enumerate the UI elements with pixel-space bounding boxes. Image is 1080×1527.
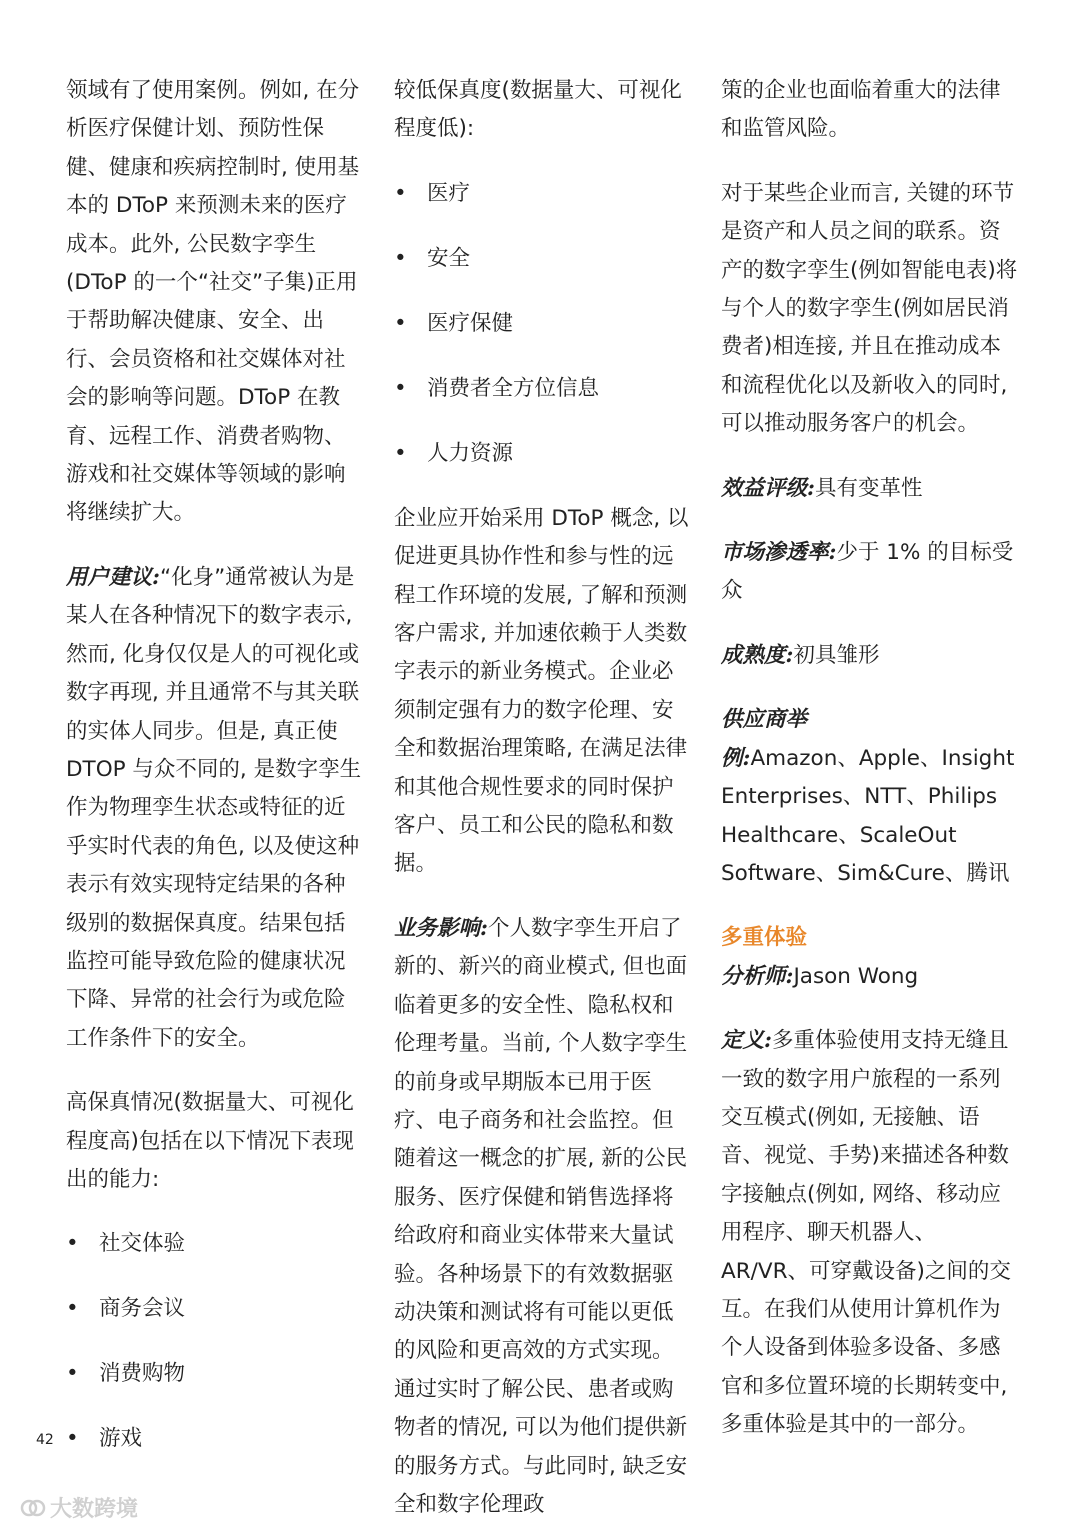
- column-middle: [394, 72, 690, 1524]
- list-item: • 医疗: [394, 175, 690, 213]
- user-advice-text: “化身”通常被认为是某人在各种情况下的数字表示, 然而, 化身仅仅是人的可视化或数字再现, 并且通常不与其关联的实体人同步。但是, 真正使 DTOP 与众不同的, 是数字孪生作为物理孪生状态或特征的近乎实时代表的角色, 以及使这种表示有效实现特定结果的各种级别的数据保真度。结果包括监控可能导致危险的健康状况下降、异常的社会行为或危险工作条件下的安全。: [66, 564, 362, 1051]
- paragraph-user-advice: [66, 559, 362, 1058]
- list-item: • 安全: [394, 240, 690, 278]
- paragraph-low-fidelity: 较低保真度(数据量大、可视化程度低):: [394, 78, 682, 142]
- vendors-heading: [721, 701, 1019, 739]
- watermark-text: 大数跨境: [50, 1497, 139, 1522]
- benefit-rating-value: 具有变革性: [814, 475, 923, 501]
- user-advice-label: 用户建议:: [66, 564, 160, 590]
- vendors-label-line1: 供应商举: [721, 707, 808, 733]
- vendors-value: Amazon、Apple、Insight Enterprises、NTT、Philips Healthcare、ScaleOut Software、Sim&Cure、腾讯: [721, 745, 1015, 886]
- watermark-logo-icon: [20, 1495, 46, 1521]
- high-fidelity-list: [66, 1225, 362, 1458]
- list-item: • 人力资源: [394, 435, 690, 473]
- paragraph-high-fidelity: 高保真情况(数据量大、可视化程度高)包括在以下情况下表现出的能力:: [66, 1090, 354, 1192]
- section-title-multiexperience: 多重体验: [721, 925, 808, 951]
- list-item: • 商务会议: [66, 1290, 362, 1328]
- market-penetration: [721, 534, 1019, 611]
- column-left: [66, 72, 362, 1485]
- list-item: • 消费购物: [66, 1355, 362, 1393]
- low-fidelity-list: [394, 175, 690, 473]
- watermark: [20, 1492, 138, 1523]
- paragraph-enterprise-adoption: 企业应开始采用 DToP 概念, 以促进更具协作性和参与性的远程工作环境的发展, 了解和预测客户需求, 并加速依赖于人类数字表示的新业务模式。企业必须制定强有力的数字伦理、安全和数据治理策略, 在满足法律和其他合规性要求的同时保护客户、员工和公民的隐私和数据。: [394, 505, 689, 877]
- definition: [721, 1022, 1019, 1444]
- list-item: • 社交体验: [66, 1225, 362, 1263]
- benefit-rating-label: 效益评级:: [721, 475, 815, 501]
- maturity-value: 初具雏形: [793, 642, 880, 668]
- paragraph-business-impact: [394, 910, 690, 1525]
- benefit-rating: [721, 470, 1019, 508]
- list-item: • 游戏: [66, 1420, 362, 1458]
- vendors: [721, 740, 1019, 894]
- market-penetration-value: 少于 1% 的目标受众: [721, 540, 1014, 604]
- analyst-name: Jason Wong: [793, 963, 919, 989]
- analyst: [721, 958, 1019, 996]
- business-impact-text: 个人数字孪生开启了新的、新兴的商业模式, 但也面临着更多的安全性、隐私权和伦理考量。当前, 个人数字孪生的前身或早期版本已用于医疗、电子商务和社会监控。但随着这一概念的扩展, 新的公民服务、医疗保健和销售选择将给政府和商业实体带来大量试验。各种场景下的有效数据驱动决策和测试将有可能以更低的风险和更高效的方式实现。通过实时了解公民、患者或购物者的情况, 可以为他们提供新的服务方式。与此同时, 缺乏安全和数字伦理政: [394, 915, 688, 1517]
- business-impact-label: 业务影响:: [394, 915, 488, 941]
- list-item: • 消费者全方位信息: [394, 370, 690, 408]
- column-right: [721, 72, 1019, 1445]
- definition-label: 定义:: [721, 1028, 772, 1054]
- market-penetration-label: 市场渗透率:: [721, 540, 837, 566]
- maturity-label: 成熟度:: [721, 642, 794, 668]
- definition-text: 多重体验使用支持无缝且一致的数字用户旅程的一系列交互模式(例如, 无接触、语音、视觉、手势)来描述各种数字接触点(例如, 网络、移动应用程序、聊天机器人、AR/VR、可穿戴设备)之间的交互。在我们从使用计算机作为个人设备到体验多设备、多感官和多位置环境的长期转变中, 多重体验是其中的一部分。: [721, 1028, 1011, 1438]
- paragraph-regulatory-risk: 策的企业也面临着重大的法律和监管风险。: [721, 78, 1001, 142]
- analyst-label: 分析师:: [721, 963, 794, 989]
- vendors-label-line2: 例:: [721, 745, 751, 771]
- maturity: [721, 637, 1019, 675]
- page-number: 42: [36, 1432, 54, 1448]
- paragraph-dtop-use-cases: 领域有了使用案例。例如, 在分析医疗保健计划、预防性保健、健康和疾病控制时, 使用基本的 DToP 来预测未来的医疗成本。此外, 公民数字孪生(DToP 的一个“社交”子集)正用于帮助解决健康、安全、出行、会员资格和社交媒体对社会的影响等问题。DToP 在教育、远程工作、消费者购物、游戏和社交媒体等领域的影响将继续扩大。: [66, 78, 360, 526]
- list-item: • 医疗保健: [394, 305, 690, 343]
- paragraph-asset-link: 对于某些企业而言, 关键的环节是资产和人员之间的联系。资产的数字孪生(例如智能电表)将与个人的数字孪生(例如居民消费者)相连接, 并且在推动成本和流程优化以及新收入的同时, 可以推动服务客户的机会。: [721, 180, 1018, 437]
